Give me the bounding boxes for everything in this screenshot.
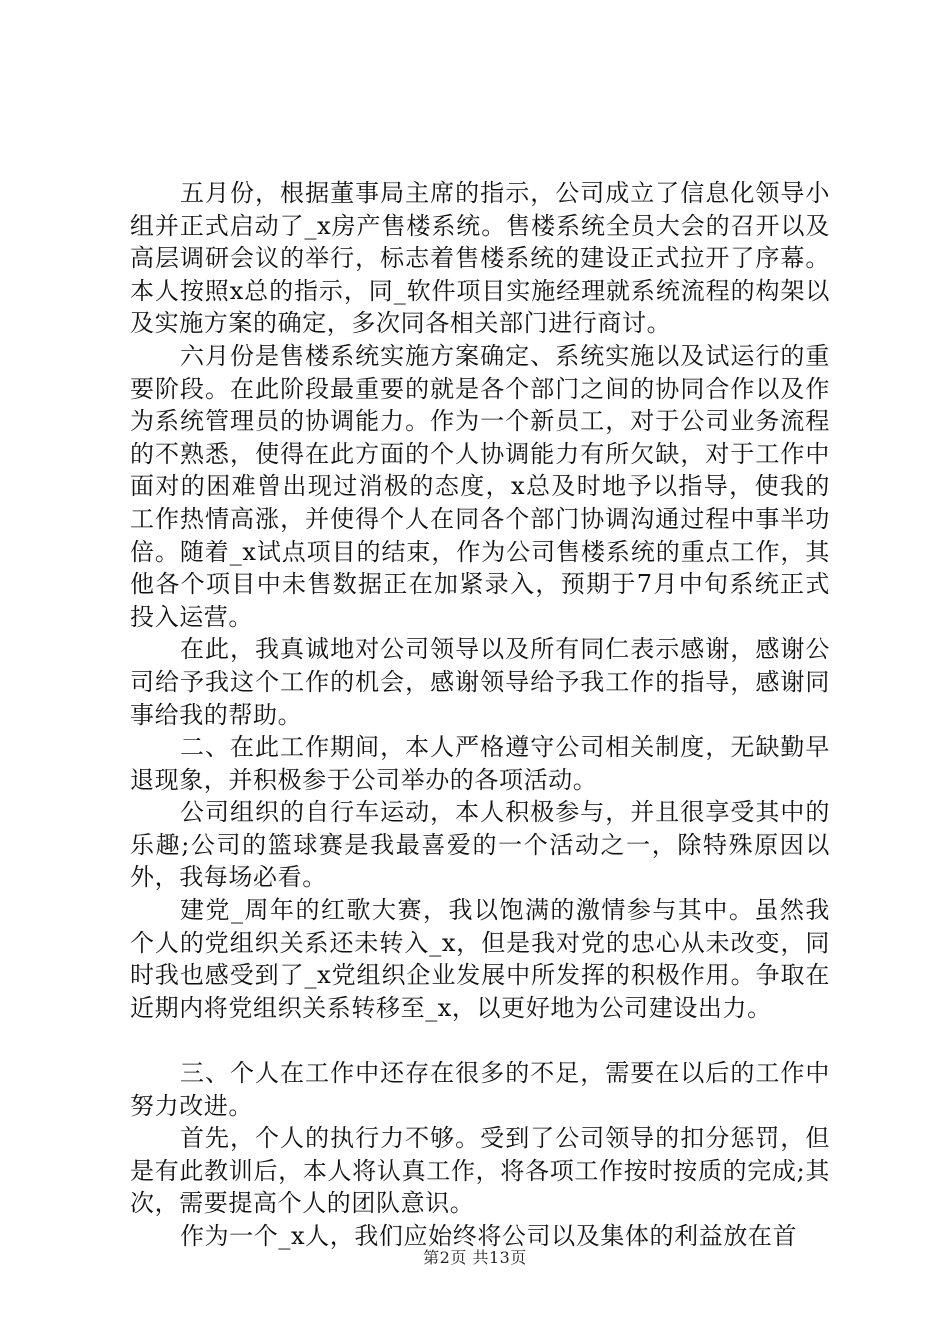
paragraph-june-work: 六月份是售楼系统实施方案确定、系统实施以及试运行的重要阶段。在此阶段最重要的就是各个部门之间的协同合作以及作为系统管理员的协调能力。作为一个新员工，对于公司业务流程的不熟悉，使得在此方面的个人协调能力有所欠缺，对于工作中面对的困难曾出现过消极的态度，x总及时地予以指导，使我的工作热情高涨，并使得个人在同各个部门协调沟通过程中事半功倍。随着_x试点项目的结束，作为公司售楼系统的重点工作，其他各个项目中未售数据正在加紧录入，预期于7月中旬系统正式投入运营。: [130, 341, 830, 631]
paragraph-section-two: 二、在此工作期间，本人严格遵守公司相关制度，无缺勤早退现象，并积极参于公司举办的各项活动。: [130, 733, 830, 794]
paragraph-activities: 公司组织的自行车运动，本人积极参与，并且很享受其中的乐趣;公司的篮球赛是我最喜爱的一个活动之一，除特殊原因以外，我每场必看。: [130, 798, 830, 892]
paragraph-section-three: 三、个人在工作中还存在很多的不足，需要在以后的工作中努力改进。: [130, 1059, 830, 1120]
paragraph-execution: 首先，个人的执行力不够。受到了公司领导的扣分惩罚，但是有此教训后，本人将认真工作，将各项工作按时按质的完成;其次，需要提高个人的团队意识。: [130, 1124, 830, 1218]
paragraph-team: 作为一个_x人，我们应始终将公司以及集体的利益放在首: [180, 1222, 798, 1250]
document-body: [130, 177, 830, 1253]
page-number-footer: 第2页 共13页: [423, 1248, 527, 1267]
paragraph-party: 建党_周年的红歌大赛，我以饱满的激情参与其中。虽然我个人的党组织关系还未转入_x，但是我对党的忠心从未改变，同时我也感受到了_x党组织企业发展中所发挥的积极作用。争取在近期内将党组织关系转移至_x，以更好地为公司建设出力。: [130, 896, 830, 1022]
paragraph-thanks: 在此，我真诚地对公司领导以及所有同仁表示感谢，感谢公司给予我这个工作的机会，感谢领导给予我工作的指导，感谢同事给我的帮助。: [130, 635, 830, 729]
paragraph-may-work: 五月份，根据董事局主席的指示，公司成立了信息化领导小组并正式启动了_x房产售楼系统。售楼系统全员大会的召开以及高层调研会议的举行，标志着售楼系统的建设正式拉开了序幕。本人按照x总的指示，同_软件项目实施经理就系统流程的构架以及实施方案的确定，多次同各相关部门进行商讨。: [130, 179, 830, 338]
